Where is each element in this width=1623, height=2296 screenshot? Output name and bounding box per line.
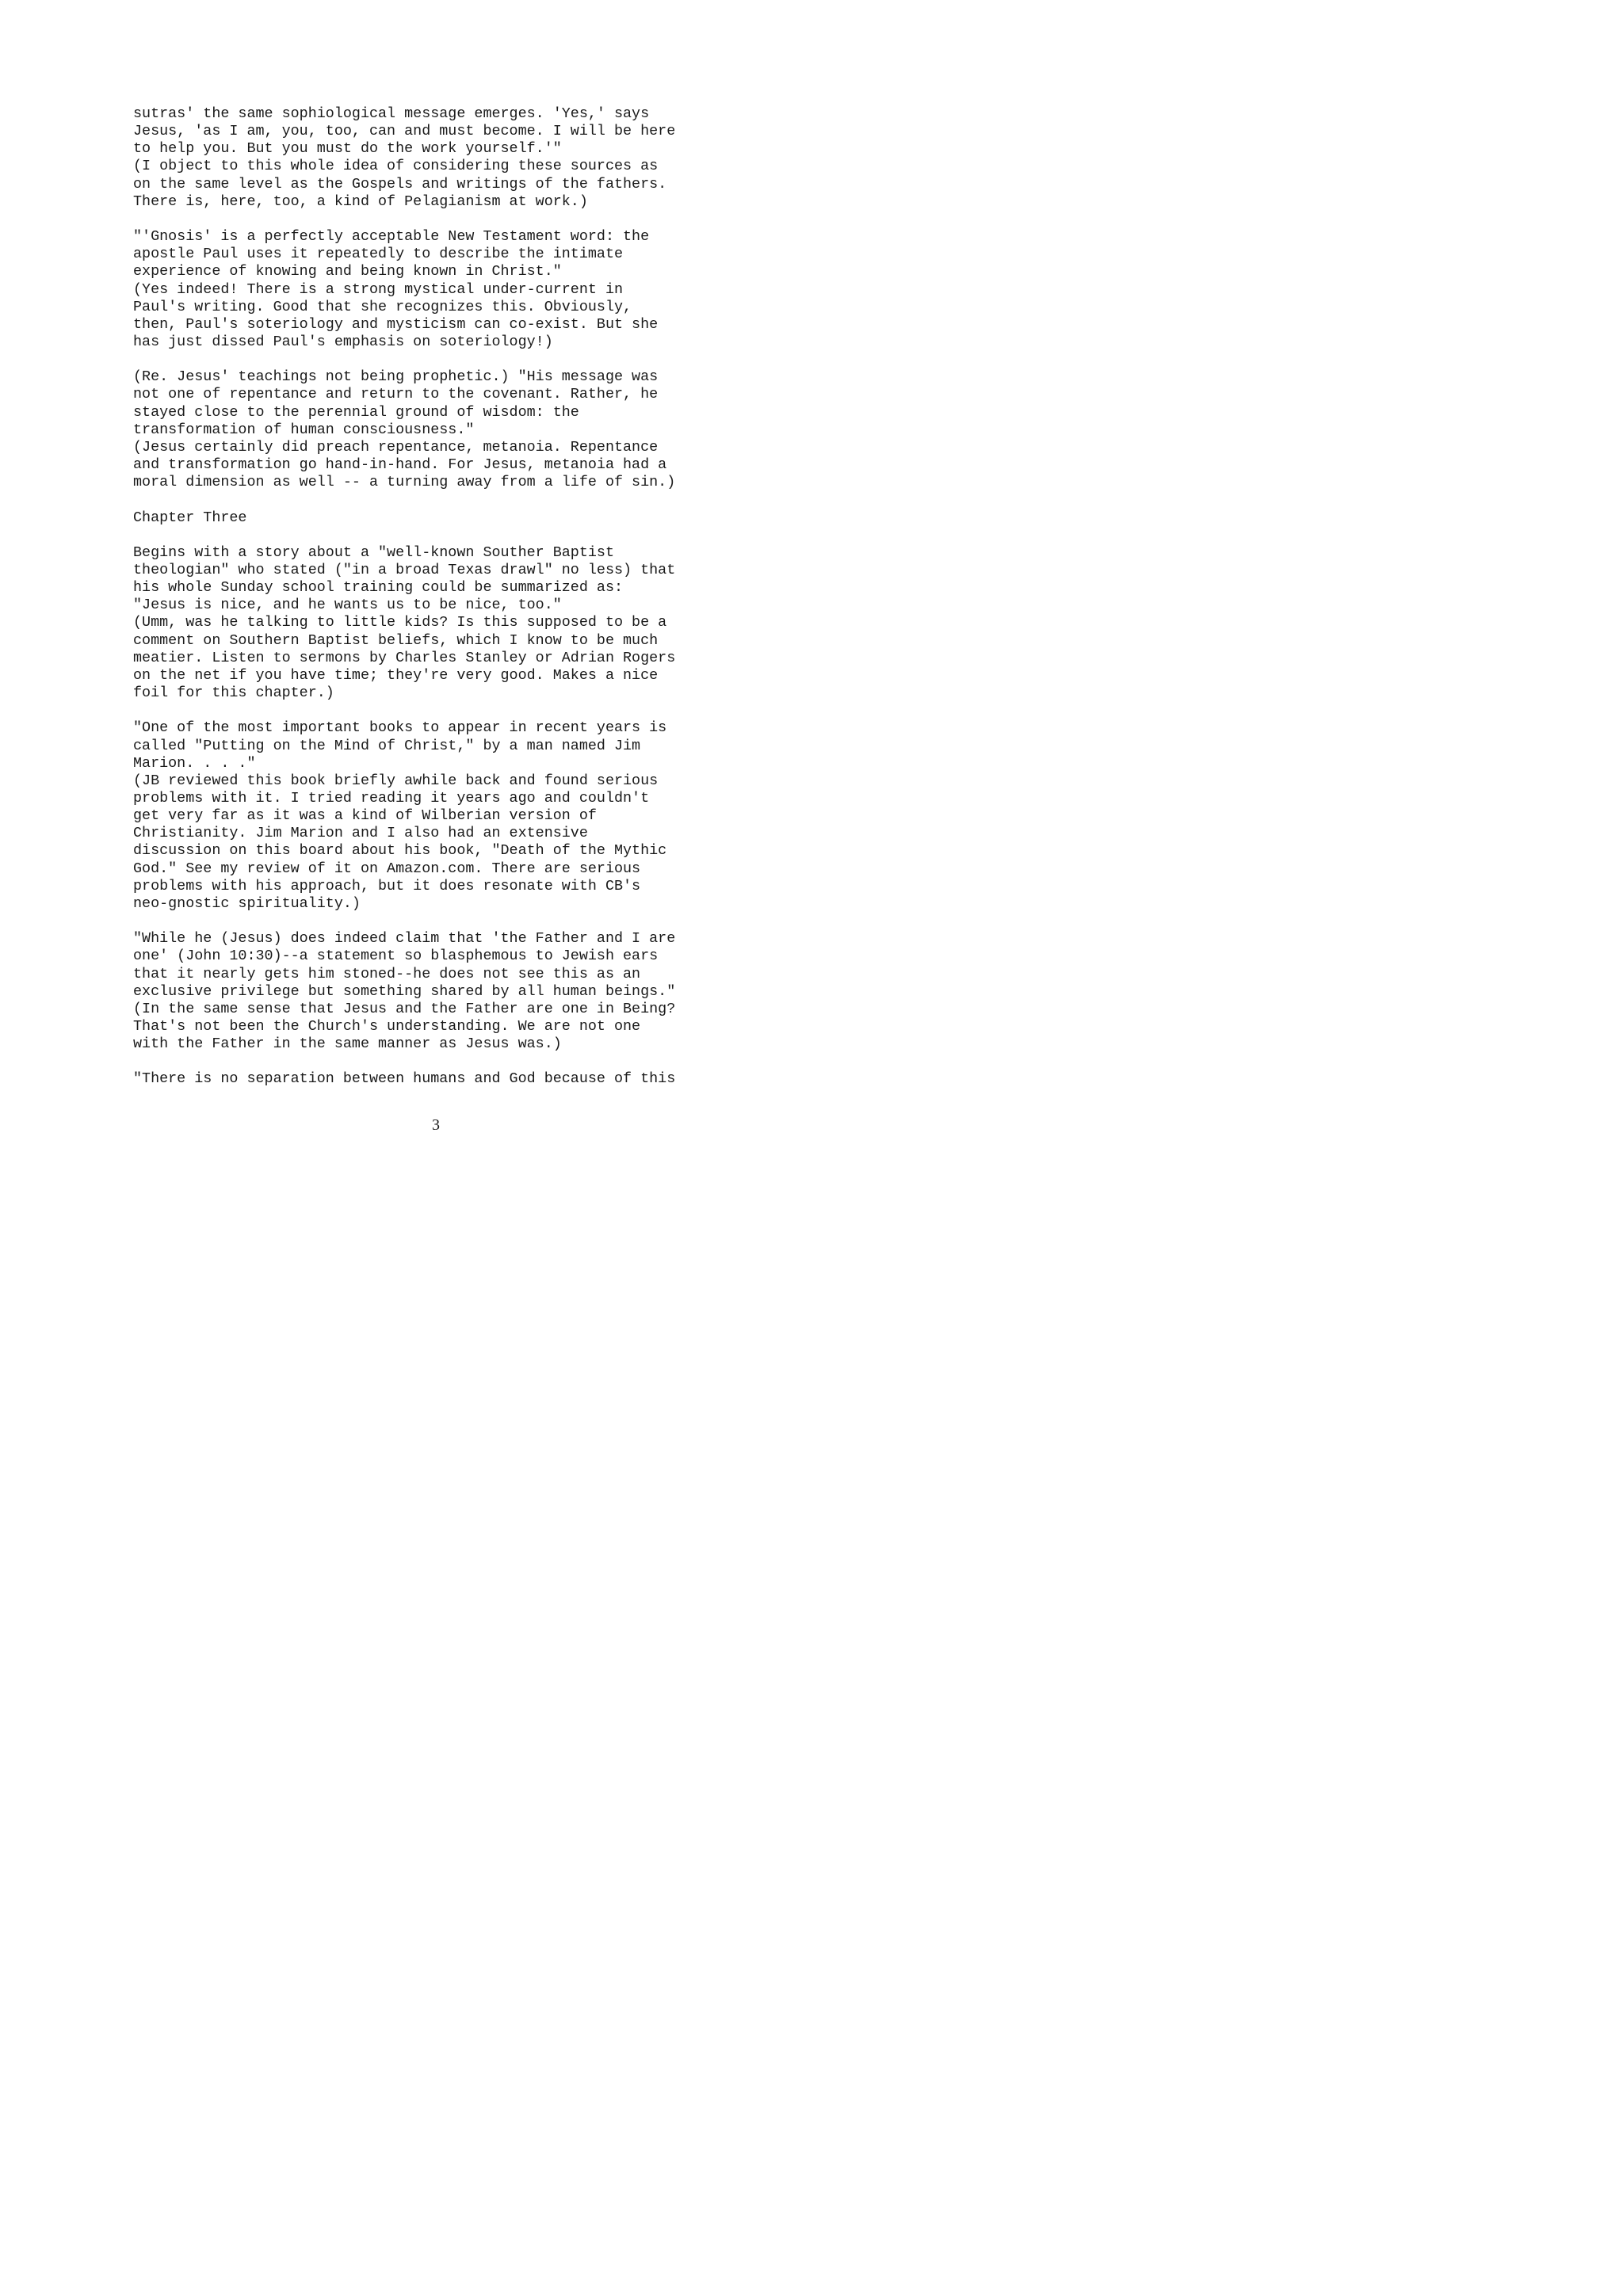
text-line: that it nearly gets him stoned--he does not see this as an [133,965,641,982]
text-line: his whole Sunday school training could be summarized as: [133,579,624,597]
text-line: get very far as it was a kind of Wilberian version of [133,807,597,825]
text-line: then, Paul's soteriology and mysticism can co-exist. But she [133,315,659,333]
text-line: called "Putting on the Mind of Christ," by a man named Jim [133,737,641,754]
text-line: one' (John 10:30)--a statement so blasphemous to Jewish ears [133,948,659,965]
text-line: exclusive privilege but something shared by all human beings." [133,982,676,1000]
text-line: comment on Southern Baptist beliefs, which I know to be much [133,631,659,649]
text-line: has just dissed Paul's emphasis on soteriology!) [133,334,553,351]
text-line: Marion. . . ." [133,754,256,772]
text-line: (JB reviewed this book briefly awhile back and found serious [133,772,659,789]
paragraph [133,105,751,211]
text-line: stayed close to the perennial ground of wisdom: the [133,403,579,421]
paragraph [133,544,751,702]
text-line: "Jesus is nice, and he wants us to be nice, too." [133,597,562,614]
text-line: moral dimension as well -- a turning away from a life of sin.) [133,474,676,491]
text-line: There is, here, too, a kind of Pelagianism at work.) [133,193,588,210]
chapter-heading-text: Chapter Three [133,509,247,526]
text-line: and transformation go hand-in-hand. For Jesus, metanoia had a [133,456,667,474]
text-line: (In the same sense that Jesus and the Father are one in Being? [133,1000,676,1017]
page-number: 3 [432,1116,440,1134]
paragraph [133,930,751,1053]
text-line: to help you. But you must do the work yourself.'" [133,140,562,158]
text-line: God." See my review of it on Amazon.com. There are serious [133,860,641,877]
text-line: theologian" who stated ("in a broad Texas drawl" no less) that [133,562,676,578]
chapter-heading [133,509,751,527]
text-line: sutras' the same sophiological message emerges. 'Yes,' says [133,105,650,122]
text-line: (Jesus certainly did preach repentance, metanoia. Repentance [133,438,659,456]
text-line: foil for this chapter.) [133,685,334,702]
text-line: transformation of human consciousness." [133,421,475,438]
text-line: meatier. Listen to sermons by Charles Stanley or Adrian Rogers [133,649,676,666]
text-line: on the net if you have time; they're very good. Makes a nice [133,666,659,684]
text-line: experience of knowing and being known in Christ." [133,263,562,280]
text-line: on the same level as the Gospels and writings of the fathers. [133,175,667,193]
text-line: not one of repentance and return to the covenant. Rather, he [133,386,659,403]
text-line: "One of the most important books to appear in recent years is [133,719,667,737]
document-body [133,105,751,1106]
text-line: problems with his approach, but it does resonate with CB's [133,877,641,894]
paragraph [133,1070,751,1088]
text-line: (Umm, was he talking to little kids? Is this supposed to be a [133,614,667,631]
paragraph [133,368,751,491]
chapter-section [133,544,751,1089]
text-line: with the Father in the same manner as Jesus was.) [133,1035,562,1053]
paragraph [133,719,751,913]
text-line: problems with it. I tried reading it years ago and couldn't [133,790,650,807]
text-line: Jesus, 'as I am, you, too, can and must become. I will be here [133,123,676,140]
text-line: neo-gnostic spirituality.) [133,894,361,912]
text-line: "While he (Jesus) does indeed claim that 'the Father and I are [133,930,676,948]
paragraph [133,228,751,351]
pre-chapter-section [133,105,751,491]
text-line: (Yes indeed! There is a strong mystical under-current in [133,280,624,298]
text-line: Paul's writing. Good that she recognizes this. Obviously, [133,298,632,315]
text-line: (Re. Jesus' teachings not being prophetic.) "His message was [133,368,659,386]
text-line: (I object to this whole idea of considering these sources as [133,158,659,175]
text-line: discussion on this board about his book, "Death of the Mythic [133,842,667,860]
text-line: "There is no separation between humans and God because of this [133,1070,676,1088]
text-line: Begins with a story about a "well-known Souther Baptist [133,543,614,561]
text-line: Christianity. Jim Marion and I also had an extensive [133,825,588,842]
text-line: That's not been the Church's understanding. We are not one [133,1018,641,1035]
text-line: apostle Paul uses it repeatedly to describe the intimate [133,246,624,263]
text-line: "'Gnosis' is a perfectly acceptable New Testament word: the [133,228,650,246]
